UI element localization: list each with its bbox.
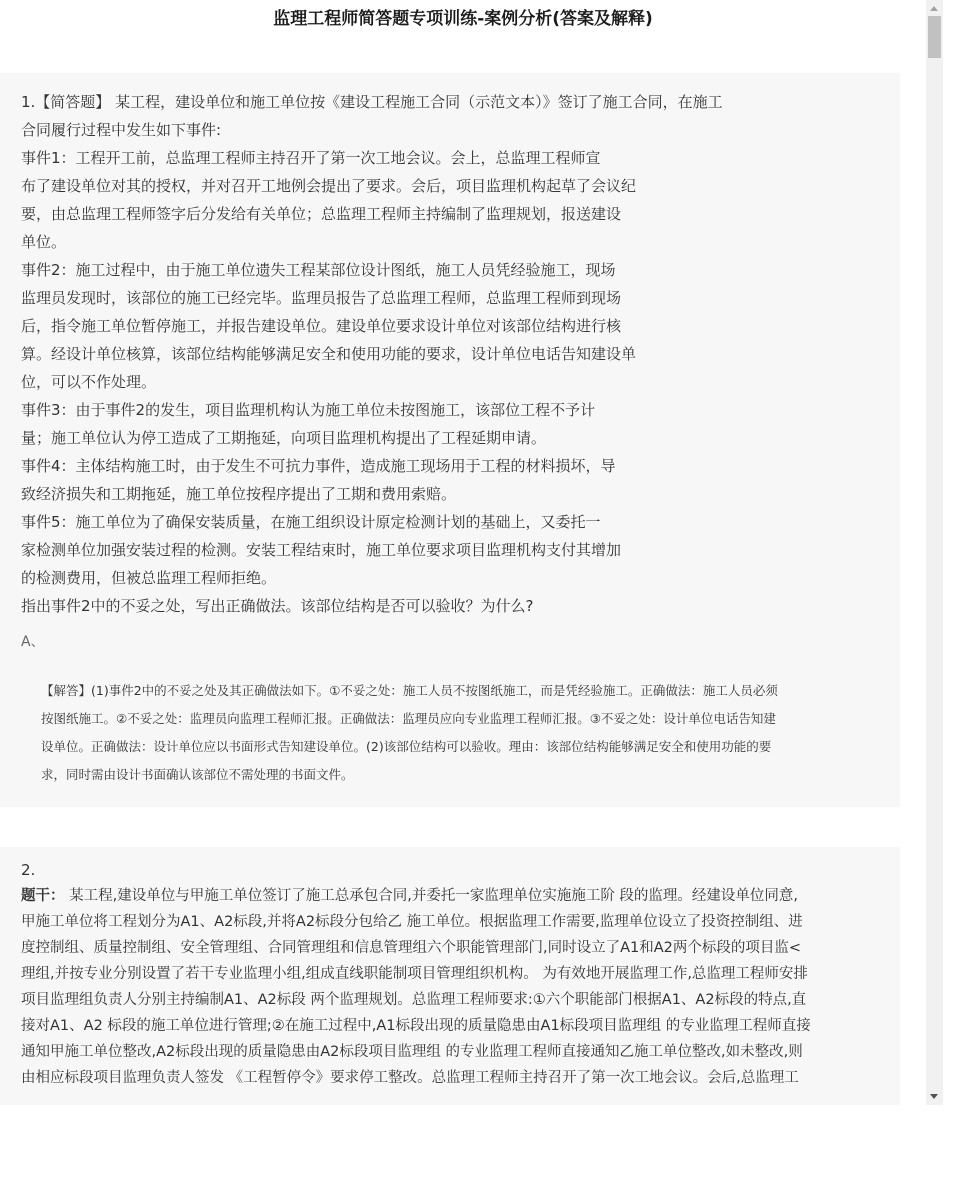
text-line: 的检测费用，但被总监理工程师拒绝。	[21, 569, 277, 587]
text-line: 事件5：施工单位为了确保安装质量，在施工组织设计原定检测计划的基础上，又委托一	[21, 513, 601, 531]
text-line: 理组,并按专业分别设置了若干专业监理小组,组成直线职能制项目管理组织机构。 为有效地开展监理工作,总监理工程师安排	[21, 966, 808, 982]
text-line: 量；施工单位认为停工造成了工期拖延，向项目监理机构提出了工程延期申请。	[21, 429, 547, 447]
text-line	[21, 883, 811, 909]
question-2-text	[21, 883, 811, 1091]
text-line: 事件3：由于事件2的发生，项目监理机构认为施工单位未按图施工，该部位工程不予计	[21, 401, 596, 419]
text-line: 事件1：工程开工前，总监理工程师主持召开了第一次工地会议。会上，总监理工程师宣	[21, 149, 601, 167]
text-line: 度控制组、质量控制组、安全管理组、合同管理组和信息管理组六个职能管理部门,同时设立了A1和A2两个标段的项目监<	[21, 940, 802, 956]
text-line: 后，指令施工单位暂停施工，并报告建设单位。建设单位要求设计单位对该部位结构进行核	[21, 317, 622, 335]
answer-line: 设单位。正确做法：设计单位应以书面形式告知建设单位。(2)该部位结构可以验收。理由：该部位结构能够满足安全和使用功能的要	[41, 739, 772, 754]
stem-label: 题干：	[21, 888, 65, 904]
text-line: 事件4：主体结构施工时，由于发生不可抗力事件，造成施工现场用于工程的材料损坏，导	[21, 457, 616, 475]
text-line: 事件2：施工过程中，由于施工单位遗失工程某部位设计图纸，施工人员凭经验施工，现场	[21, 261, 616, 279]
answer-explanation	[41, 677, 778, 789]
text-line: 接对A1、A2 标段的施工单位进行管理;②在施工过程中,A1标段出现的质量隐患由A1标段项目监理组 的专业监理工程师直接	[21, 1018, 811, 1034]
question-2-number: 2.	[21, 861, 36, 879]
option-a[interactable]: A、	[21, 634, 45, 650]
text-line: 致经济损失和工期拖延，施工单位按程序提出了工期和费用索赔。	[21, 485, 457, 503]
answer-line: 【解答】(1)事件2中的不妥之处及其正确做法如下。①不妥之处：施工人员不按图纸施工，而是凭经验施工。正确做法：施工人员必须	[41, 683, 778, 698]
scroll-up-arrow-icon[interactable]	[930, 6, 938, 11]
question-card-1	[0, 73, 900, 807]
question-prompt: 指出事件2中的不妥之处，写出正确做法。该部位结构是否可以验收？为什么?	[21, 597, 534, 615]
text-line: 要，由总监理工程师签字后分发给有关单位；总监理工程师主持编制了监理规划，报送建设	[21, 205, 622, 223]
text-line: 布了建设单位对其的授权，并对召开工地例会提出了要求。会后，项目监理机构起草了会议纪	[21, 177, 637, 195]
text-line: 甲施工单位将工程划分为A1、A2标段,并将A2标段分包给乙 施工单位。根据监理工作需要,监理单位设立了投资控制组、进	[21, 914, 803, 930]
text-line: 1.【简答题】 某工程，建设单位和施工单位按《建设工程施工合同（示范文本）》签订了施工合同，在施工	[21, 93, 723, 111]
page-title: 监理工程师简答题专项训练-案例分析(答案及解释)	[273, 9, 653, 29]
text-line: 监理员发现时，该部位的施工已经完毕。监理员报告了总监理工程师，总监理工程师到现场	[21, 289, 622, 307]
text-line: 位，可以不作处理。	[21, 373, 157, 391]
text-line: 通知甲施工单位整改,A2标段出现的质量隐患由A2标段项目监理组 的专业监理工程师直接通知乙施工单位整改,如未整改,则	[21, 1044, 803, 1060]
text-line: 单位。	[21, 233, 67, 251]
text-line: 家检测单位加强安装过程的检测。安装工程结束时，施工单位要求项目监理机构支付其增加	[21, 541, 622, 559]
answer-line: 按图纸施工。②不妥之处：监理员向监理工程师汇报。正确做法：监理员应向专业监理工程师汇报。③不妥之处：设计单位电话告知建	[41, 711, 776, 726]
text-line: 算。经设计单位核算，该部位结构能够满足安全和使用功能的要求，设计单位电话告知建设单	[21, 345, 637, 363]
text-line: 合同履行过程中发生如下事件:	[21, 121, 222, 139]
scroll-down-arrow-icon[interactable]	[930, 1094, 938, 1099]
question-1-text	[21, 88, 723, 620]
text-line: 项目监理组负责人分别主持编制A1、A2标段 两个监理规划。总监理工程师要求:①六个职能部门根据A1、A2标段的特点,直	[21, 992, 807, 1008]
scrollbar-thumb[interactable]	[928, 16, 941, 58]
answer-line: 求，同时需由设计书面确认该部位不需处理的书面文件。	[41, 767, 354, 782]
question-card-2	[0, 847, 900, 1105]
text-line: 由相应标段项目监理负责人签发 《工程暂停令》要求停工整改。总监理工程师主持召开了第一次工地会议。会后,总监理工	[21, 1070, 799, 1086]
vertical-scrollbar[interactable]	[926, 0, 943, 1105]
text-span: 某工程,建设单位与甲施工单位签订了施工总承包合同,并委托一家监理单位实施施工阶 段的监理。经建设单位同意,	[64, 888, 799, 904]
